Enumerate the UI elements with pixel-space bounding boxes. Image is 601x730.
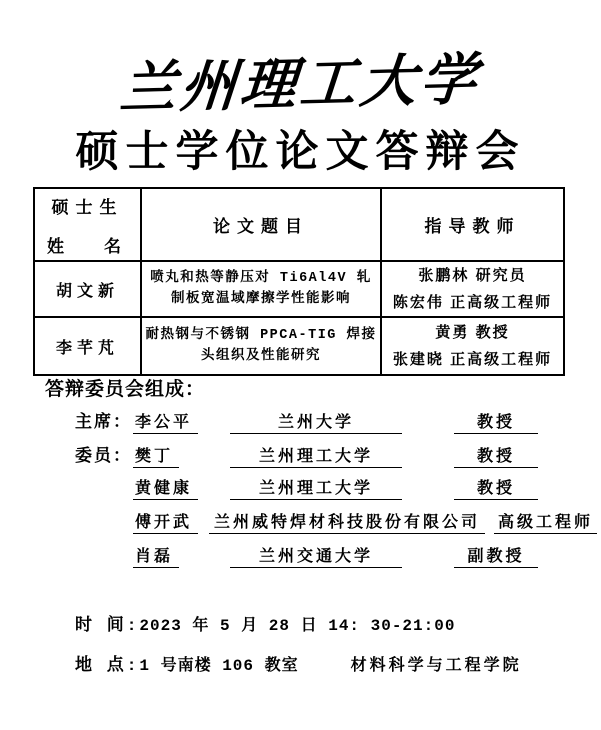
- location-line: [75, 650, 522, 675]
- thesis-title: [142, 262, 382, 318]
- committee-member-affiliation: 兰州交通大学: [230, 543, 402, 568]
- committee-member-title: 教授: [454, 409, 538, 434]
- committee-row: [75, 509, 594, 533]
- location-label: 地 点:: [75, 655, 140, 674]
- department-name: 材料科学与工程学院: [350, 657, 522, 674]
- committee-role-label: 委员：: [75, 446, 132, 465]
- advisor-line2: 张建晓 正高级工程师: [392, 351, 553, 368]
- committee-member-name: 傅开武: [133, 509, 198, 534]
- advisor-line2: 陈宏伟 正高级工程师: [392, 294, 553, 311]
- advisor-cell: [382, 318, 563, 374]
- committee-list: [75, 407, 594, 577]
- committee-member-affiliation: 兰州威特焊材科技股份有限公司: [209, 509, 485, 534]
- committee-name-wrap: [133, 409, 230, 434]
- student-header-block: [35, 187, 140, 263]
- committee-member-affiliation: 兰州理工大学: [230, 475, 402, 500]
- committee-heading: 答辩委员会组成：: [45, 379, 206, 400]
- location-value: 1 号南楼 106 教室: [139, 657, 299, 675]
- student-header-line2: [35, 232, 140, 257]
- thesis-title: [142, 318, 382, 374]
- student-name: 胡文新: [35, 262, 142, 318]
- committee-member-affiliation: 兰州理工大学: [230, 443, 402, 468]
- page-title: 硕士学位论文答辩会: [75, 129, 526, 176]
- university-calligraphy-logo: 兰州理工大学: [117, 49, 483, 121]
- committee-name-wrap: [133, 509, 209, 534]
- committee-row: [75, 407, 575, 431]
- committee-member-name: 黄健康: [133, 475, 198, 500]
- thesis-title-line1: 耐热钢与不锈钢 PPCA-TIG 焊接: [145, 328, 377, 343]
- advisor-line1: 黄勇 教授: [435, 324, 510, 341]
- committee-role-label: 主席：: [75, 412, 132, 431]
- committee-member-title: 教授: [454, 443, 538, 468]
- committee-member-title: 副教授: [454, 543, 538, 568]
- committee-name-wrap: [133, 475, 230, 500]
- student-header-line1: 硕士生: [51, 197, 124, 217]
- committee-member-name: 肖磊: [133, 543, 179, 568]
- committee-member-name: 樊丁: [133, 443, 179, 468]
- advisor-line1: 张鹏林 研究员: [418, 267, 527, 284]
- committee-member-affiliation: 兰州大学: [230, 409, 402, 434]
- time-line: [75, 610, 455, 635]
- committee-row: [75, 441, 575, 465]
- defense-table: [33, 187, 565, 376]
- committee-member-title: 高级工程师: [494, 509, 597, 534]
- committee-member-name: 李公平: [133, 409, 198, 434]
- time-value: 2023 年 5 月 28 日 14: 30-21:00: [139, 617, 456, 635]
- student-header-xing: 姓: [47, 236, 71, 256]
- committee-name-wrap: [133, 543, 230, 568]
- table-header-advisor: 指导教师: [382, 189, 563, 262]
- thesis-title-line2: 头组织及性能研究: [201, 349, 321, 364]
- committee-name-wrap: [133, 443, 230, 468]
- thesis-title-line2: 制板宽温域摩擦学性能影响: [171, 292, 351, 307]
- committee-member-title: 教授: [454, 475, 538, 500]
- thesis-title-line1: 喷丸和热等静压对 Ti6Al4V 轧: [150, 271, 372, 286]
- advisor-cell: [382, 262, 563, 318]
- table-header-student: [35, 189, 142, 262]
- student-name: 李芊芃: [35, 318, 142, 374]
- committee-row: [75, 543, 575, 567]
- table-header-thesis: 论文题目: [142, 189, 382, 262]
- committee-row: [75, 475, 575, 499]
- time-label: 时 间:: [75, 615, 140, 634]
- student-header-ming: 名: [104, 236, 128, 256]
